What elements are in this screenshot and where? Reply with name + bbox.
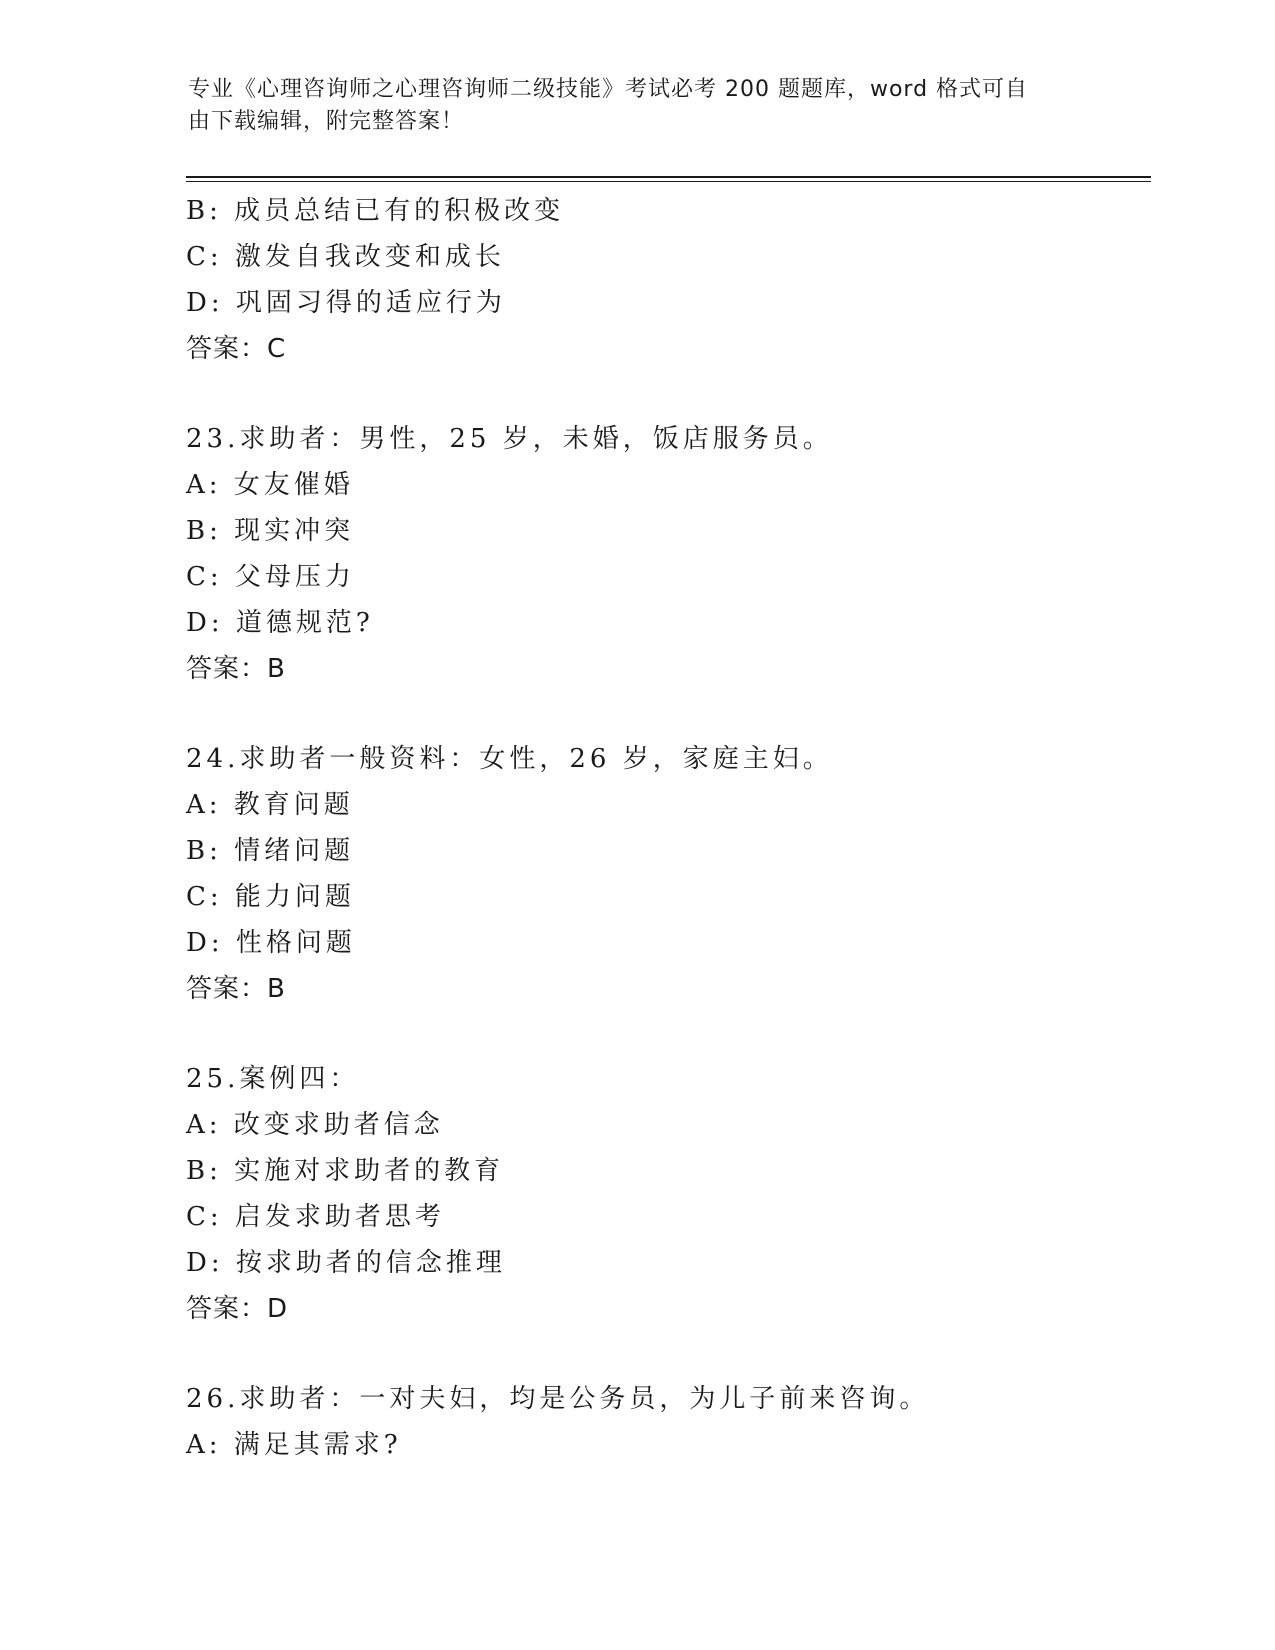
question-26 [186, 1376, 1151, 1468]
option-a: A: 教育问题 [186, 790, 354, 820]
option-c: C: 能力问题 [186, 882, 355, 912]
option-d: D: 性格问题 [186, 928, 356, 958]
question-stem: 25.案例四： [186, 1064, 360, 1094]
spacer [186, 692, 1151, 736]
answer-line: 答案：B [186, 654, 286, 684]
document-body [186, 188, 1151, 1468]
option-a: A: 改变求助者信念 [186, 1110, 444, 1140]
option-d: D: 道德规范? [186, 608, 374, 638]
question-stem: 24.求助者一般资料：女性，26 岁，家庭主妇。 [186, 744, 833, 774]
option-b: B: 现实冲突 [186, 516, 355, 546]
answer-line: 答案：C [186, 334, 287, 364]
question-22-continued [186, 188, 1151, 372]
option-c: C: 激发自我改变和成长 [186, 242, 505, 272]
option-d: D: 巩固习得的适应行为 [186, 288, 506, 318]
header-divider-thick [186, 176, 1151, 178]
question-25 [186, 1056, 1151, 1332]
answer-line: 答案：D [186, 1294, 289, 1324]
spacer [186, 1332, 1151, 1376]
header-line-2: 由下载编辑，附完整答案！ [188, 109, 465, 134]
document-header [188, 74, 1068, 138]
spacer [186, 1012, 1151, 1056]
option-c: C: 启发求助者思考 [186, 1202, 445, 1232]
option-b: B: 情绪问题 [186, 836, 355, 866]
header-line-1: 专业《心理咨询师之心理咨询师二级技能》考试必考 200 题题库，word 格式可自 [188, 77, 1029, 102]
option-a: A: 满足其需求? [186, 1430, 402, 1460]
question-23 [186, 416, 1151, 692]
answer-line: 答案：B [186, 974, 286, 1004]
option-a: A: 女友催婚 [186, 470, 354, 500]
option-b: B: 实施对求助者的教育 [186, 1156, 505, 1186]
header-divider-thin [186, 181, 1151, 182]
question-24 [186, 736, 1151, 1012]
option-d: D: 按求助者的信念推理 [186, 1248, 506, 1278]
option-b: B: 成员总结已有的积极改变 [186, 196, 565, 226]
question-stem: 26.求助者：一对夫妇，均是公务员，为儿子前来咨询。 [186, 1384, 930, 1414]
option-c: C: 父母压力 [186, 562, 355, 592]
question-stem: 23.求助者：男性，25 岁，未婚，饭店服务员。 [186, 424, 833, 454]
spacer [186, 372, 1151, 416]
